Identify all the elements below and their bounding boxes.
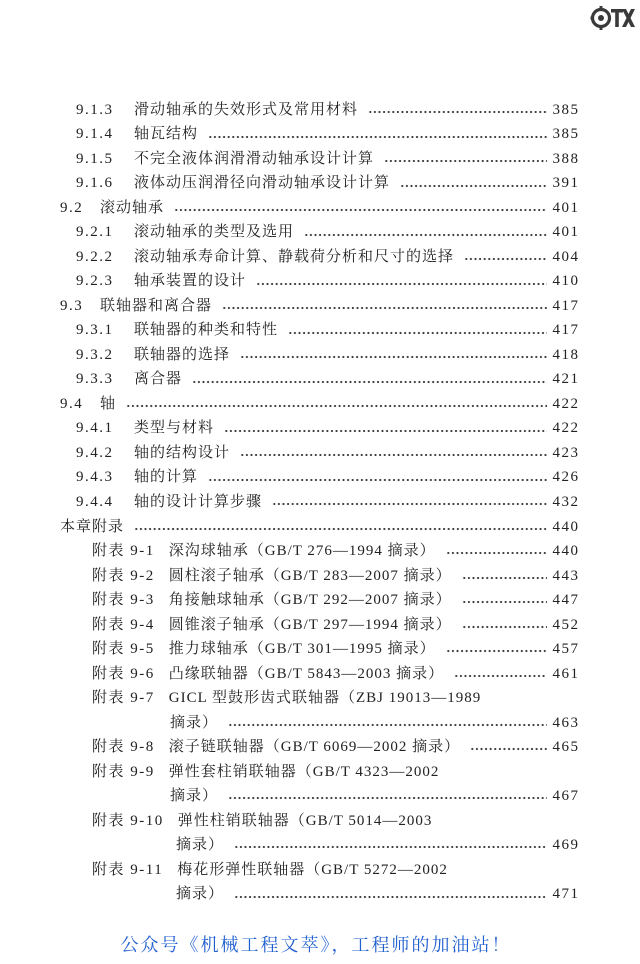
entry-title: 圆锥滚子轴承（GB/T 297—1994 摘录） [168,616,452,633]
entry-title: 弹性柱销联轴器（GB/T 5014—2003 [177,812,433,829]
dot-leader [462,613,547,638]
entry-title: 本章附录 [60,518,125,535]
section-number: 9.4.1 [76,420,114,437]
entry-title: 深沟球轴承（GB/T 276—1994 摘录） [168,543,436,560]
entry-title: 推力球轴承（GB/T 301—1995 摘录） [168,641,436,658]
appendix-table-number: 附表 9-9 [92,763,155,780]
section-number: 9.2.1 [76,224,114,241]
toc-entry-9-2-2 [0,245,640,270]
toc-entry-9-3-3 [0,368,640,393]
toc-entry-appendix-table-9-4 [0,613,640,638]
entry-title: 联轴器的种类和特性 [134,322,279,339]
page-number: 465 [552,739,580,756]
dot-leader [454,662,546,687]
appendix-table-number: 附表 9-8 [92,739,155,756]
section-number: 9.3.1 [76,322,114,339]
entry-title: 滑动轴承的失效形式及常用材料 [134,101,359,118]
appendix-table-number: 附表 9-5 [92,641,155,658]
entry-title: 轴的设计计算步骤 [134,494,263,510]
section-number: 9.4.4 [76,494,114,510]
toc-entry-appendix-table-9-5 [0,637,640,662]
appendix-table-number: 附表 9-4 [92,616,155,633]
entry-title: 液体动压润滑径向滑动轴承设计计算 [134,175,391,192]
appendix-table-number: 附表 9-7 [92,690,155,707]
page-number: 422 [552,395,580,412]
toc-entry-9-4 [0,392,640,417]
dot-leader [464,245,546,270]
page-number: 385 [552,126,580,143]
toc-entry-appendix-table-9-1 [0,539,640,564]
dot-leader [228,784,546,809]
toc-entry-9-4-4 [0,490,640,515]
page-number: 385 [552,101,580,118]
section-number: 9.1.3 [76,101,114,118]
toc-entry-9-1-5 [0,147,640,172]
toc-entry-continuation [0,711,640,736]
toc-entry-continuation [0,784,640,809]
entry-title: 滚子链联轴器（GB/T 6069—2002 摘录） [168,739,461,756]
appendix-table-number: 附表 9-10 [92,812,164,829]
toc-entry-continuation [0,883,640,908]
dot-leader [174,196,546,221]
toc-entry-appendix-table-9-11 [0,858,640,883]
page-number: 447 [552,592,580,609]
appendix-table-number: 附表 9-1 [92,543,155,560]
dot-leader [208,466,546,491]
entry-title: 圆柱滚子轴承（GB/T 283—2007 摘录） [168,567,452,584]
page-number: 423 [552,444,580,461]
entry-title: 类型与材料 [134,420,215,437]
entry-title: 联轴器的选择 [134,346,231,363]
section-number: 9.4.2 [76,444,114,461]
dot-leader [240,343,546,368]
page-number: 443 [552,567,580,584]
toc-entry-appendix-table-9-6 [0,662,640,687]
entry-title: 滚动轴承 [100,199,165,216]
dot-leader [234,883,546,908]
page-number: 417 [552,297,580,314]
toc-entry-appendix-table-9-3 [0,588,640,613]
page-number: 440 [552,518,580,535]
entry-title-continuation: 摘录） [170,788,219,805]
dot-leader [462,588,547,613]
section-number: 9.3 [60,297,84,314]
toc-entry-appendix-table-9-9 [0,760,640,785]
section-number: 9.3.2 [76,346,114,363]
section-number: 9.4 [60,395,84,412]
entry-title: 轴 [100,395,117,412]
entry-title: 轴的计算 [134,469,199,486]
page-number: 426 [552,469,580,486]
page-number: 422 [552,420,580,437]
page-number: 401 [552,224,580,241]
page-number: 467 [552,788,580,805]
dot-leader [272,490,546,515]
toc-entry-9-2-3 [0,270,640,295]
entry-title: 离合器 [134,371,183,388]
dot-leader [462,564,547,589]
page-number: 457 [552,641,580,658]
dot-leader [304,221,546,246]
page-number: 461 [552,665,580,682]
page-number: 421 [552,371,580,388]
dot-leader [208,123,546,148]
toc-entry-9-4-2 [0,441,640,466]
entry-title: GICL 型鼓形齿式联轴器（ZBJ 19013—1989 [168,690,482,707]
entry-title-continuation: 摘录） [176,886,225,903]
section-number: 9.4.3 [76,469,114,486]
appendix-table-number: 附表 9-3 [92,592,155,609]
toc-entry-9-4-3 [0,466,640,491]
dot-leader [126,392,546,417]
section-number: 9.2 [60,199,84,216]
brand-logo-icon [590,3,636,31]
footer-slogan: 公众号《机械工程文萃》，工程师的加油站！ [120,935,512,955]
page-number: 388 [552,150,580,167]
page-number: 391 [552,175,580,192]
toc-entry-appendix-table-9-7 [0,686,640,711]
dot-leader [384,147,546,172]
entry-title: 轴的结构设计 [134,444,231,461]
appendix-table-number: 附表 9-2 [92,567,155,584]
toc-entry-continuation [0,833,640,858]
appendix-table-number: 附表 9-6 [92,665,155,682]
table-of-contents [0,98,640,907]
toc-entry-9-2-1 [0,221,640,246]
entry-title: 弹性套柱销联轴器（GB/T 4323—2002 [168,763,440,780]
entry-title: 滚动轴承寿命计算、静载荷分析和尺寸的选择 [134,248,455,265]
entry-title: 轴瓦结构 [134,126,199,143]
dot-leader [134,515,546,540]
dot-leader [222,294,546,319]
appendix-table-number: 附表 9-11 [92,861,164,878]
toc-entry-9-1-4 [0,123,640,148]
entry-title: 联轴器和离合器 [100,297,213,314]
entry-title: 凸缘联轴器（GB/T 5843—2003 摘录） [168,665,445,682]
section-number: 9.1.4 [76,126,114,143]
section-number: 9.1.5 [76,150,114,167]
dot-leader [234,833,546,858]
entry-title: 滚动轴承的类型及选用 [134,224,295,241]
dot-leader [224,417,546,442]
entry-title: 梅花形弹性联轴器（GB/T 5272—2002 [177,861,448,878]
toc-entry-9-2 [0,196,640,221]
page-number: 404 [552,248,580,265]
toc-entry-9-1-6 [0,172,640,197]
entry-title: 轴承装置的设计 [134,273,247,290]
section-number: 9.2.2 [76,248,114,265]
dot-leader [192,368,546,393]
toc-entry-9-3 [0,294,640,319]
page-number: 418 [552,346,580,363]
toc-entry-appendix-table-9-8 [0,735,640,760]
toc-entry-appendix-table-9-10 [0,809,640,834]
dot-leader [368,98,546,123]
page-number: 440 [552,543,580,560]
toc-entry-9-3-1 [0,319,640,344]
dot-leader [446,539,547,564]
page-number: 417 [552,322,580,339]
toc-entry-9-3-2 [0,343,640,368]
entry-title: 不完全液体润滑滑动轴承设计计算 [134,150,375,167]
toc-entry-9-1-3 [0,98,640,123]
section-number: 9.3.3 [76,371,114,388]
dot-leader [400,172,546,197]
entry-title: 角接触球轴承（GB/T 292—2007 摘录） [168,592,452,609]
dot-leader [470,735,546,760]
dot-leader [288,319,546,344]
section-number: 9.1.6 [76,175,114,192]
toc-entry-appendix-table-9-2 [0,564,640,589]
entry-title-continuation: 摘录） [170,714,219,731]
page-number: 410 [552,273,580,290]
page-number: 401 [552,199,580,216]
toc-entry-chapter-appendix [0,515,640,540]
page-number: 471 [552,886,580,903]
page-number: 452 [552,616,580,633]
dot-leader [228,711,546,736]
page-number: 463 [552,714,580,731]
dot-leader [256,270,546,295]
dot-leader [446,637,547,662]
entry-title-continuation: 摘录） [176,837,225,854]
dot-leader [240,441,546,466]
toc-entry-9-4-1 [0,417,640,442]
page-number: 432 [552,494,580,510]
section-number: 9.2.3 [76,273,114,290]
page-number: 469 [552,837,580,854]
